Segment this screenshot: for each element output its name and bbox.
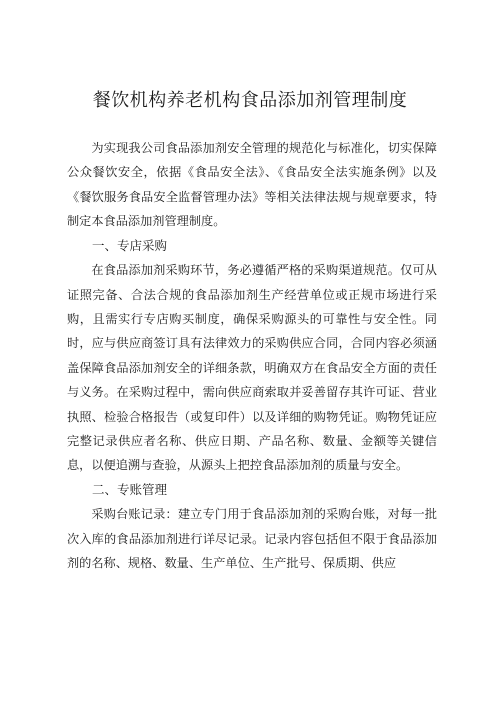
section-heading-ledger: 二、专账管理 bbox=[92, 481, 168, 497]
document-title: 餐饮机构养老机构食品添加剂管理制度 bbox=[92, 90, 408, 111]
section-heading-procurement: 一、专店采购 bbox=[92, 237, 168, 253]
document-body bbox=[67, 136, 437, 576]
intro-paragraph: 为实现我公司食品添加剂安全管理的规范化与标准化，切实保障公众餐饮安全，依据《食品安全法》、《食品安全法实施条例》以及《餐饮服务食品安全监督管理办法》等相关法律法规与规章要求，特制定本食品添加剂管理制度。 bbox=[67, 141, 437, 229]
section-body-ledger: 采购台账记录：建立专门用于食品添加剂的采购台账，对每一批次入库的食品添加剂进行详尽记录。记录内容包括但不限于食品添加剂的名称、规格、数量、生产单位、生产批号、保质期、供应 bbox=[67, 507, 437, 571]
section-body-procurement: 在食品添加剂采购环节，务必遵循严格的采购渠道规范。仅可从证照完备、合法合规的食品添加剂生产经营单位或正规市场进行采购，且需实行专店购买制度，确保采购源头的可靠性与安全性。同时，应与供应商签订具有法律效力的采购供应合同，合同内容必须涵盖保障食品添加剂安全的详细条款，明确双方在食品安全方面的责任与义务。在采购过程中，需向供应商索取并妥善留存其许可证、营业执照、检验合格报告（或复印件）以及详细的购物凭证。购物凭证应完整记录供应者名称、供应日期、产品名称、数量、金额等关键信息，以便追溯与查验，从源头上把控食品添加剂的质量与安全。 bbox=[67, 263, 437, 473]
